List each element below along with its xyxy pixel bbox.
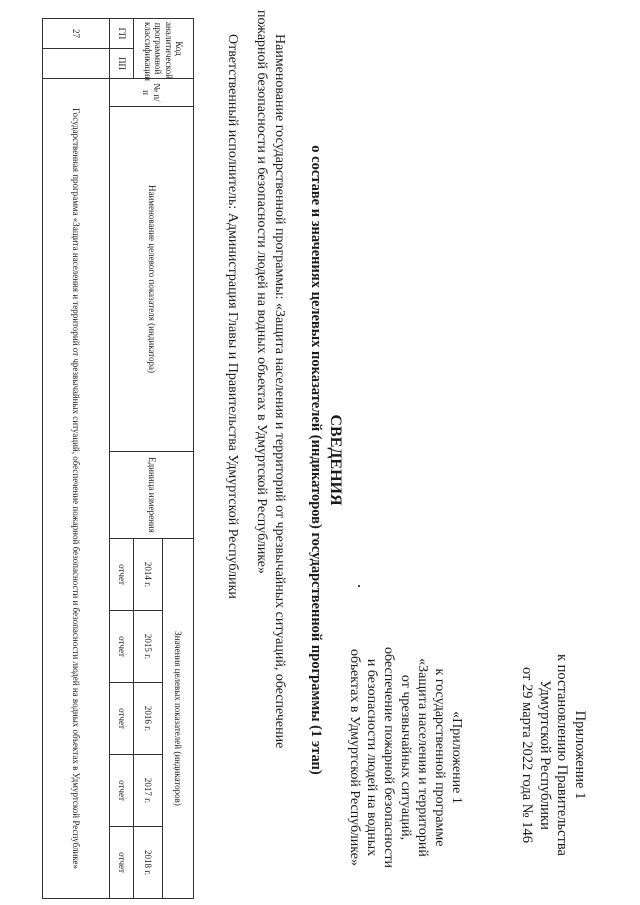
header-year: 2015 г.	[134, 611, 163, 683]
appendix-line: к постановлению Правительства	[554, 654, 571, 856]
header-report: отчет	[110, 683, 134, 755]
header-report: отчет	[110, 611, 134, 683]
header-code: Код аналитической программной классификации	[134, 19, 194, 79]
header-unit: Единица измерения	[110, 452, 194, 539]
header-values: Значения целевых показателей (индикаторов)	[163, 539, 194, 899]
header-pp: ПП	[110, 49, 134, 79]
header-report: отчет	[110, 755, 134, 827]
scan-speck	[358, 585, 360, 587]
appendix-header	[517, 630, 588, 880]
header-report: отчет	[110, 539, 134, 611]
appendix-line: от чрезвычайных ситуаций,	[397, 674, 413, 841]
header-year: 2014 г.	[134, 539, 163, 611]
indicators-table	[42, 18, 194, 899]
document-subtitle: о составе и значениях целевых показателей (индикаторов) государственной программы (1 этап)	[308, 145, 324, 775]
appendix-line: «Защита населения и территорий	[414, 658, 430, 857]
appendix-line: обеспечение пожарной безопасности	[380, 647, 396, 868]
program-name	[252, 10, 288, 890]
program-name-line: пожарной безопасности и безопасности людей на водных объектах в Удмуртской Республике»	[254, 10, 270, 575]
appendix-line: «Приложение 1	[449, 711, 464, 804]
cell-gp: 27	[43, 19, 110, 49]
appendix-line: к государственной программе	[431, 668, 447, 847]
appendix-line: Приложение 1	[572, 710, 588, 800]
program-appendix-header	[345, 630, 465, 885]
cell-pp	[43, 49, 110, 79]
header-year: 2016 г.	[134, 683, 163, 755]
header-gp: ГП	[110, 19, 134, 49]
appendix-line: объектах в Удмуртской Республике»	[346, 649, 362, 866]
header-report: отчет	[110, 827, 134, 899]
appendix-line: от 29 марта 2022 года № 146	[518, 667, 535, 843]
header-indicator-name: Наименование целевого показателя (индикатора)	[110, 107, 194, 452]
document-title: СВЕДЕНИЯ	[327, 414, 344, 506]
responsible-executor: Ответственный исполнитель: Администрация Главы и Правительства Удмуртской Республики	[225, 34, 240, 599]
program-name-line: Наименование государственной программы: «Защита населения и территорий от чрезвычайных ситуаций, обеспечение	[272, 34, 287, 749]
header-year: 2017 г.	[134, 755, 163, 827]
header-number: № п/п	[110, 79, 194, 107]
header-year: 2018 г.	[134, 827, 163, 899]
cell-program-title: Государственная программа «Защита населения и территорий от чрезвычайных ситуаций, обеспечение пожарной безопасности и безопасности людей на водных объектах в Удмуртской Республике»	[43, 79, 110, 899]
appendix-line: и безопасности людей на водных	[363, 658, 379, 857]
title-block	[307, 80, 345, 840]
appendix-line: Удмуртской Республики	[536, 680, 553, 830]
table-row	[43, 19, 110, 899]
